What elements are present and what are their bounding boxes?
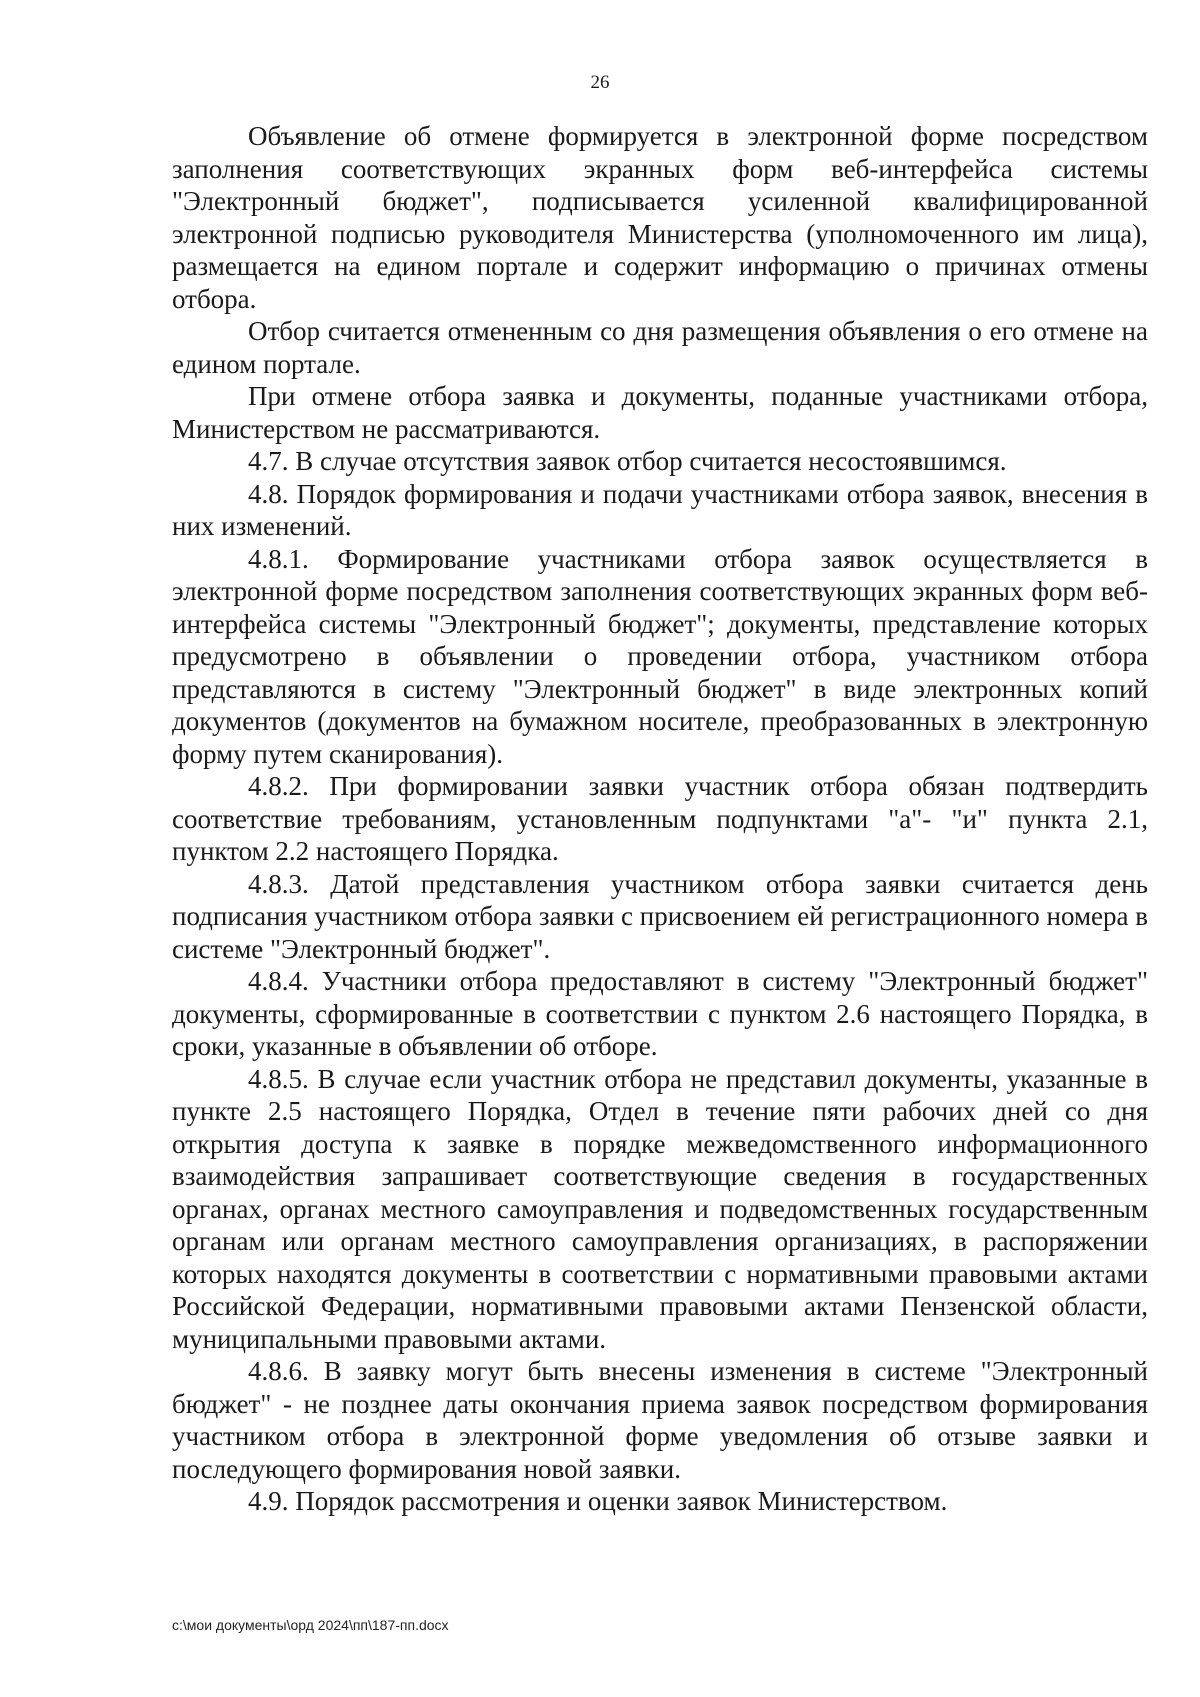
paragraph-4-8-1: 4.8.1. Формирование участниками отбора заявок осуществляется в электронной форме посредством заполнения соответствующих экранных форм веб-интерфейса системы "Электронный бюджет"; документы, представление которых предусмотрено в объявлении о проведении отбора, участником отбора представляются в систему "Электронный бюджет" в виде электронных копий документов (документов на бумажном носителе, преобразованных в электронную форму путем сканирования). [172,543,1148,769]
paragraph-cancellation-effective: Отбор считается отмененным со дня размещения объявления о его отмене на едином портале. [172,316,1148,379]
paragraph-4-8-2: 4.8.2. При формировании заявки участник отбора обязан подтвердить соответствие требованиям, установленным подпунктами "а"- "и" пункта 2.1, пунктом 2.2 настоящего Порядка. [172,771,1148,866]
paragraph-4-8-6: 4.8.6. В заявку могут быть внесены изменения в системе "Электронный бюджет" - не позднее даты окончания приема заявок посредством формирования участником отбора в электронной форме уведомления об отзыве заявки и последующего формирования новой заявки. [172,1356,1148,1484]
paragraph-4-8-4: 4.8.4. Участники отбора предоставляют в систему "Электронный бюджет" документы, сформированные в соответствии с пунктом 2.6 настоящего Порядка, в сроки, указанные в объявлении об отборе. [172,966,1148,1061]
paragraph-cancellation-notice: Объявление об отмене формируется в электронной форме посредством заполнения соответствующих экранных форм веб-интерфейса системы "Электронный бюджет", подписывается усиленной квалифицированной электронной подписью руководителя Министерства (уполномоченного им лица), размещается на едином портале и содержит информацию о причинах отмены отбора. [172,121,1148,314]
paragraph-4-8: 4.8. Порядок формирования и подачи участниками отбора заявок, внесения в них изменений. [172,478,1148,541]
paragraph-4-8-3: 4.8.3. Датой представления участником отбора заявки считается день подписания участником отбора заявки с присвоением ей регистрационного номера в системе "Электронный бюджет". [172,868,1148,964]
paragraph-4-7: 4.7. В случае отсутствия заявок отбор считается несостоявшимся. [248,446,1007,476]
paragraph-4-9: 4.9. Порядок рассмотрения и оценки заявок Министерством. [248,1486,948,1516]
paragraph-4-8-5: 4.8.5. В случае если участник отбора не представил документы, указанные в пункте 2.5 настоящего Порядка, Отдел в течение пяти рабочих дней со дня открытия доступа к заявке в порядке межведомственного информационного взаимодействия запрашивает соответствующие сведения в государственных органах, органах местного самоуправления и подведомственных государственным органам или органам местного самоуправления организациях, в распоряжении которых находятся документы в соответствии с нормативными правовыми актами Российской Федерации, нормативными правовыми актами Пензенской области, муниципальными правовыми актами. [172,1063,1148,1354]
document-body [172,120,1148,1518]
footer-file-path: c:\мои документы\орд 2024\пп\187-пп.docx [172,1617,449,1633]
paragraph-cancellation-documents: При отмене отбора заявка и документы, поданные участниками отбора, Министерством не рассматриваются. [172,381,1148,444]
page-number: 26 [590,72,610,93]
